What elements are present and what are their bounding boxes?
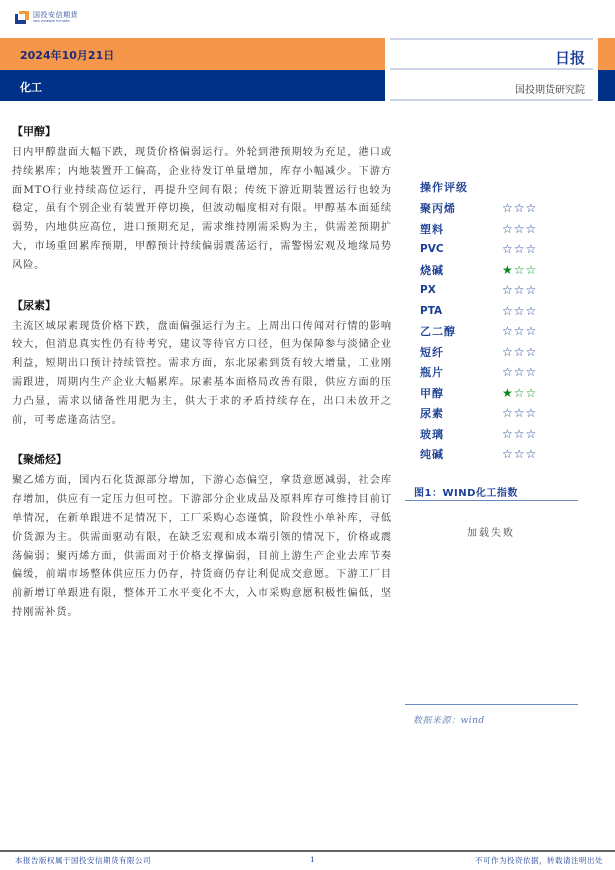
star-filled-icon: ★ xyxy=(502,385,513,400)
logo-cn-text: 国投安信期货 xyxy=(33,11,78,19)
star-outline-icon: ☆ xyxy=(513,242,525,257)
star-outline-icon: ☆ xyxy=(513,385,525,400)
rating-stars xyxy=(502,243,536,255)
star-outline-icon: ☆ xyxy=(513,303,525,318)
rating-product-name: 短纤 xyxy=(420,345,444,359)
rating-row xyxy=(420,444,570,465)
star-outline-icon: ☆ xyxy=(513,344,525,359)
star-outline-icon: ☆ xyxy=(502,221,513,236)
rating-product-name: PX xyxy=(420,284,436,297)
report-date: 2024年10月21日 xyxy=(20,49,115,62)
star-outline-icon: ☆ xyxy=(502,447,513,462)
rating-row xyxy=(420,342,570,363)
star-outline-icon: ☆ xyxy=(525,303,537,318)
rating-row xyxy=(420,301,570,322)
report-type: 日报 xyxy=(554,49,585,67)
header-divider-top xyxy=(390,38,593,40)
star-outline-icon: ☆ xyxy=(525,426,537,441)
logo-mark-icon xyxy=(15,11,29,24)
star-outline-icon: ☆ xyxy=(525,344,537,359)
star-outline-icon: ☆ xyxy=(502,242,513,257)
section-title: 【尿素】 xyxy=(12,298,56,312)
section-title: 【聚烯烃】 xyxy=(12,453,67,467)
star-outline-icon: ☆ xyxy=(525,283,537,298)
section-body: 聚乙烯方面，国内石化货源部分增加，下游心态偏空，拿货意愿减弱，社会库存增加，供应有一定压力但可控。下游部分企业成品及原料库存可维持目前订单情况，在新单跟进不足情况下，工厂采购心态谨慎，阶段性小单补库，寻低价货源为主。供需面驱动有限，在缺乏宏观和成本端引领的情况下，价格或震荡偏弱；聚丙烯方面，供需面对于价格支撑偏弱，目前上游生产企业去库节奏偏缓，前端市场整体供应压力仍存，持货商仍存让利促成交意愿。下游工厂目前新增订单跟进有限，整体开工水平变化不大，入市采购意愿积极性偏低，坚持刚需补货。 xyxy=(12,475,392,618)
rating-product-name: 乙二醇 xyxy=(420,325,456,339)
rating-row xyxy=(420,260,570,281)
commentary-column xyxy=(12,124,392,645)
rating-stars xyxy=(502,284,536,296)
header-divider-mid xyxy=(390,68,593,70)
rating-row xyxy=(420,424,570,445)
rating-stars xyxy=(502,428,536,440)
section-urea xyxy=(12,298,392,431)
star-outline-icon: ☆ xyxy=(502,324,513,339)
rating-stars xyxy=(502,305,536,317)
star-outline-icon: ☆ xyxy=(513,447,525,462)
rating-product-name: 尿素 xyxy=(420,407,444,421)
rating-product-name: PVC xyxy=(420,243,444,256)
star-outline-icon: ☆ xyxy=(502,201,513,216)
rating-product-name: 塑料 xyxy=(420,222,444,236)
rating-stars xyxy=(502,366,536,378)
star-outline-icon: ☆ xyxy=(525,242,537,257)
star-outline-icon: ☆ xyxy=(502,365,513,380)
logo-en-text: SDIC ESSENCE FUTURES xyxy=(33,19,70,23)
figure-title: 图1：WIND化工指数 xyxy=(414,488,518,499)
footer-disclaimer: 不可作为投资依据，转载请注明出处 xyxy=(475,856,603,865)
rating-row xyxy=(420,383,570,404)
rating-row xyxy=(420,280,570,301)
star-outline-icon: ☆ xyxy=(525,365,537,380)
rating-stars xyxy=(502,387,536,399)
rating-stars xyxy=(502,346,536,358)
star-outline-icon: ☆ xyxy=(525,447,537,462)
star-outline-icon: ☆ xyxy=(525,201,537,216)
star-outline-icon: ☆ xyxy=(525,262,537,277)
star-outline-icon: ☆ xyxy=(513,283,525,298)
rating-product-name: 烧碱 xyxy=(420,263,444,277)
rating-row xyxy=(420,362,570,383)
rating-product-name: 瓶片 xyxy=(420,366,444,380)
star-outline-icon: ☆ xyxy=(502,344,513,359)
star-outline-icon: ☆ xyxy=(502,283,513,298)
rating-product-name: 甲醇 xyxy=(420,386,444,400)
star-outline-icon: ☆ xyxy=(525,385,537,400)
section-body: 主流区域尿素现货价格下跌，盘面偏强运行为主。上周出口传闻对行情的影响较大，但消息真实性仍有待考究，建议等待官方口径，但为保障参与淡储企业利益，短期出口预计持续管控。需求方面，东北尿素到货有较大增量，工业刚需跟进，周期内生产企业大幅累库。尿素基本面格局改善有限，供应方面的压力凸显，需求以储备性用肥为主，供大于求的矛盾持续存在，出口未放开之前，可考虑逢高沽空。 xyxy=(12,320,392,426)
figure-source: 数据来源：wind xyxy=(413,716,485,726)
page-number: 1 xyxy=(310,855,315,864)
header-sector-band-right xyxy=(598,70,615,101)
rating-row xyxy=(420,198,570,219)
section-polyolefin xyxy=(12,452,392,622)
section-methanol xyxy=(12,124,392,276)
section-body: 日内甲醇盘面大幅下跌，现货价格偏弱运行。外轮到港预期较为充足，港口或持续累库；内地装置开工偏高，企业待发订单量增加，库存小幅减少。下游方面MTO行业持续高位运行，再提升空间有限；传统下游近期装置运行也较为稳定，虽有个别企业有装置开停切换，但波动幅度相对有限。甲醇基本面延续弱势，内地供应高位，进口预期充足，需求维持刚需采购为主，供需差预期扩大，市场重回累库预期，甲醇预计持续偏弱震荡运行，需警惕宏观及地缘局势风险。 xyxy=(12,147,392,271)
figure-load-status: 加载失败 xyxy=(467,528,515,539)
rating-stars xyxy=(502,407,536,419)
figure-divider-bottom xyxy=(405,704,578,705)
company-logo xyxy=(15,11,78,24)
figure-divider-top xyxy=(405,500,578,501)
header-sector-band xyxy=(0,70,385,101)
rating-row xyxy=(420,239,570,260)
rating-stars xyxy=(502,448,536,460)
ratings-title: 操作评级 xyxy=(420,181,468,194)
star-outline-icon: ☆ xyxy=(513,324,525,339)
ratings-table xyxy=(420,178,570,465)
header-divider-bottom xyxy=(390,99,593,101)
star-outline-icon: ☆ xyxy=(513,406,525,421)
rating-product-name: PTA xyxy=(420,304,443,317)
rating-product-name: 纯碱 xyxy=(420,448,444,462)
report-sector: 化工 xyxy=(20,81,42,94)
rating-row xyxy=(420,219,570,240)
star-outline-icon: ☆ xyxy=(513,365,525,380)
star-outline-icon: ☆ xyxy=(513,262,525,277)
footer-copyright: 本报告版权属于国投安信期货有限公司 xyxy=(15,856,151,865)
rating-row xyxy=(420,321,570,342)
star-outline-icon: ☆ xyxy=(513,221,525,236)
rating-stars xyxy=(502,223,536,235)
star-outline-icon: ☆ xyxy=(502,303,513,318)
rating-row xyxy=(420,403,570,424)
star-outline-icon: ☆ xyxy=(513,426,525,441)
section-title: 【甲醇】 xyxy=(12,125,56,138)
star-outline-icon: ☆ xyxy=(525,221,537,236)
star-filled-icon: ★ xyxy=(502,262,513,277)
rating-stars xyxy=(502,264,536,276)
star-outline-icon: ☆ xyxy=(513,201,525,216)
institute-name: 国投期货研究院 xyxy=(515,85,585,96)
rating-product-name: 聚丙烯 xyxy=(420,202,456,216)
star-outline-icon: ☆ xyxy=(525,324,537,339)
star-outline-icon: ☆ xyxy=(525,406,537,421)
footer-divider xyxy=(0,850,615,852)
header-date-band-right xyxy=(598,38,615,70)
rating-product-name: 玻璃 xyxy=(420,427,444,441)
star-outline-icon: ☆ xyxy=(502,426,513,441)
rating-stars xyxy=(502,202,536,214)
rating-stars xyxy=(502,325,536,337)
star-outline-icon: ☆ xyxy=(502,406,513,421)
